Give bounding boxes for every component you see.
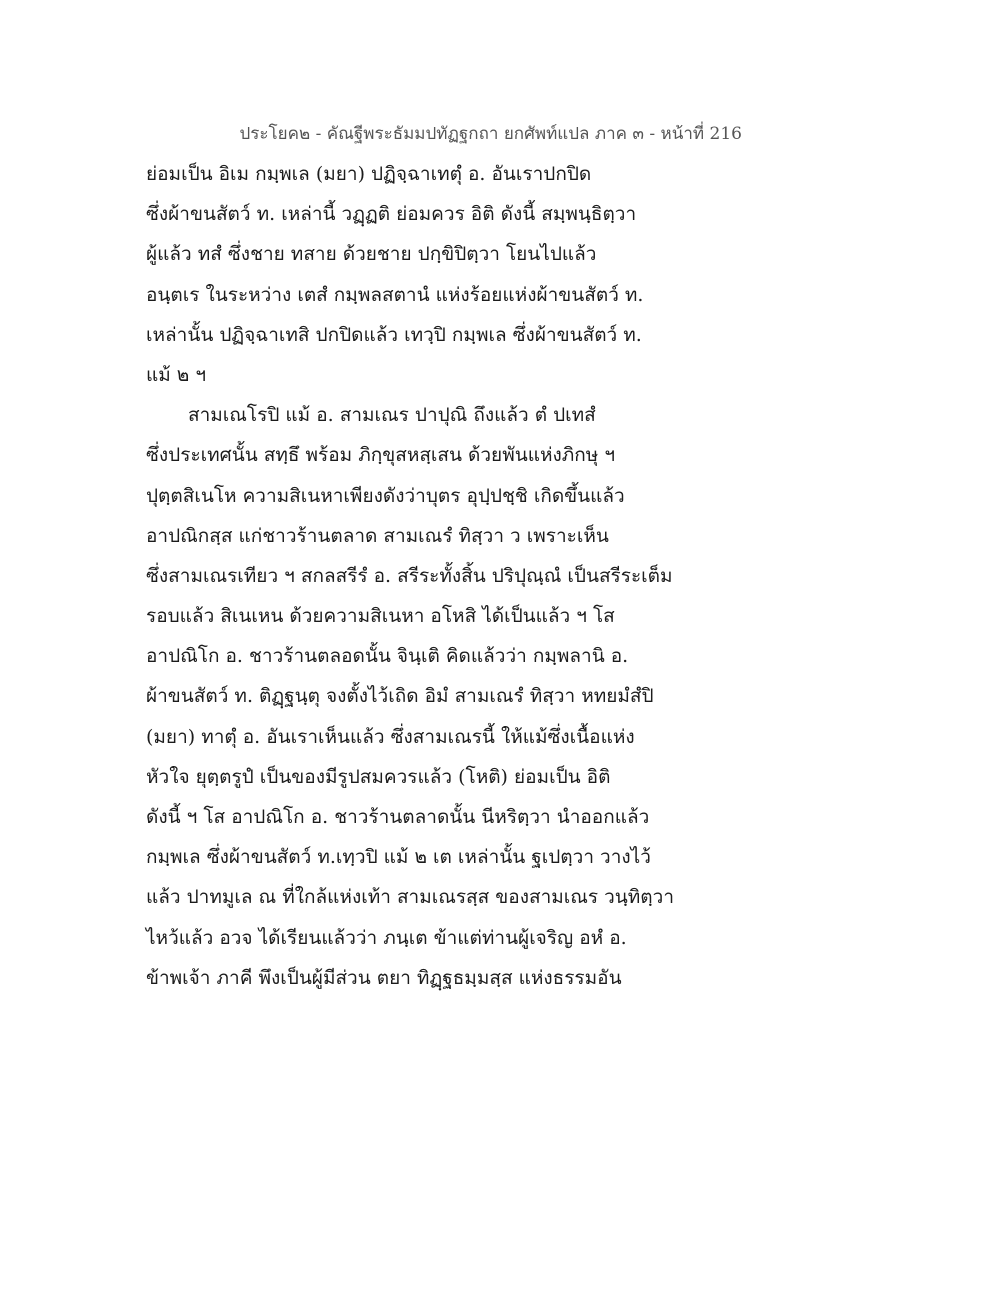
- text-line: ซึ่งสามเณรเทียว ฯ สกลสรีรํ อ. สรีระทั้งสิ้น ปริปุณฺณํ เป็นสรีระเต็ม: [146, 564, 673, 587]
- text-line: แม้ ๒ ฯ: [146, 363, 207, 386]
- text-line: อนฺตเร ในระหว่าง เตสํ กมฺพลสตานํ แห่งร้อยแห่งผ้าขนสัตว์ ท.: [146, 283, 644, 306]
- paragraph-start-line: สามเณโรปิ แม้ อ. สามเณร ปาปุณิ ถึงแล้ว ตํ ปเทสํ: [188, 404, 596, 427]
- running-header: ประโยค๒ - คัณฐีพระธัมมปทัฏฐกถา ยกศัพท์แปล ภาค ๓ - หน้าที่ 216: [239, 124, 742, 144]
- text-line: กมฺพเล ซึ่งผ้าขนสัตว์ ท.เทฺวปิ แม้ ๒ เต เหล่านั้น ฐเปตฺวา วางไว้: [146, 846, 651, 869]
- text-line: ซึ่งผ้าขนสัตว์ ท. เหล่านี้ วฏฺฏติ ย่อมควร อิติ ดังนี้ สมฺพนฺธิตฺวา: [146, 203, 637, 226]
- text-line: เหล่านั้น ปฏิจฺฉาเทสิ ปกปิดแล้ว เทวฺปิ กมฺพเล ซึ่งผ้าขนสัตว์ ท.: [146, 323, 642, 346]
- text-line: ผู้แล้ว ทสํ ซึ่งชาย ทสาย ด้วยชาย ปกฺขิปิตฺวา โยนไปแล้ว: [146, 243, 597, 266]
- text-line: หัวใจ ยุตฺตรูปํ เป็นของมีรูปสมควรแล้ว (โหติ) ย่อมเป็น อิติ: [146, 765, 611, 788]
- text-line: รอบแล้ว สิเนเหน ด้วยความสิเนหา อโหสิ ได้เป็นแล้ว ฯ โส: [146, 605, 615, 628]
- text-line: ข้าพเจ้า ภาคี พึงเป็นผู้มีส่วน ตยา ทิฏฺฐธมฺมสฺส แห่งธรรมอัน: [146, 966, 622, 989]
- text-line: ไหว้แล้ว อวจ ได้เรียนแล้วว่า ภนฺเต ข้าแต่ท่านผู้เจริญ อหํ อ.: [146, 926, 627, 949]
- text-line: (มยา) ทาตุํ อ. อันเราเห็นแล้ว ซึ่งสามเณรนี้ ให้แม้ซึ่งเนื้อแห่ง: [146, 725, 635, 748]
- text-line: แล้ว ปาทมูเล ณ ที่ใกล้แห่งเท้า สามเณรสฺส ของสามเณร วนฺทิตฺวา: [146, 886, 674, 909]
- body-text: [146, 158, 706, 1002]
- text-line: ซึ่งประเทศนั้น สทฺธึ พร้อม ภิกฺขุสหสฺเสน ด้วยพันแห่งภิกษุ ฯ: [146, 444, 616, 467]
- text-line: ดังนี้ ฯ โส อาปณิโก อ. ชาวร้านตลาดนั้น นีหริตฺวา นำออกแล้ว: [146, 806, 650, 828]
- text-line: อาปณิกสฺส แก่ชาวร้านตลาด สามเณรํ ทิสฺวา ว เพราะเห็น: [146, 524, 609, 547]
- text-line: ผ้าขนสัตว์ ท. ติฏฺฐนฺตุ จงตั้งไว้เถิด อิมํ สามเณรํ ทิสฺวา หทยมํสํปิ: [146, 685, 654, 708]
- text-line: ย่อมเป็น อิเม กมฺพเล (มยา) ปฏิจฺฉาเทตุํ อ. อันเราปกปิด: [146, 163, 592, 185]
- text-line: อาปณิโก อ. ชาวร้านตลอดนั้น จินฺเติ คิดแล้วว่า กมฺพลานิ อ.: [146, 645, 629, 668]
- text-line: ปุตฺตสิเนโห ความสิเนหาเพียงดังว่าบุตร อุปฺปชฺชิ เกิดขึ้นแล้ว: [146, 484, 625, 507]
